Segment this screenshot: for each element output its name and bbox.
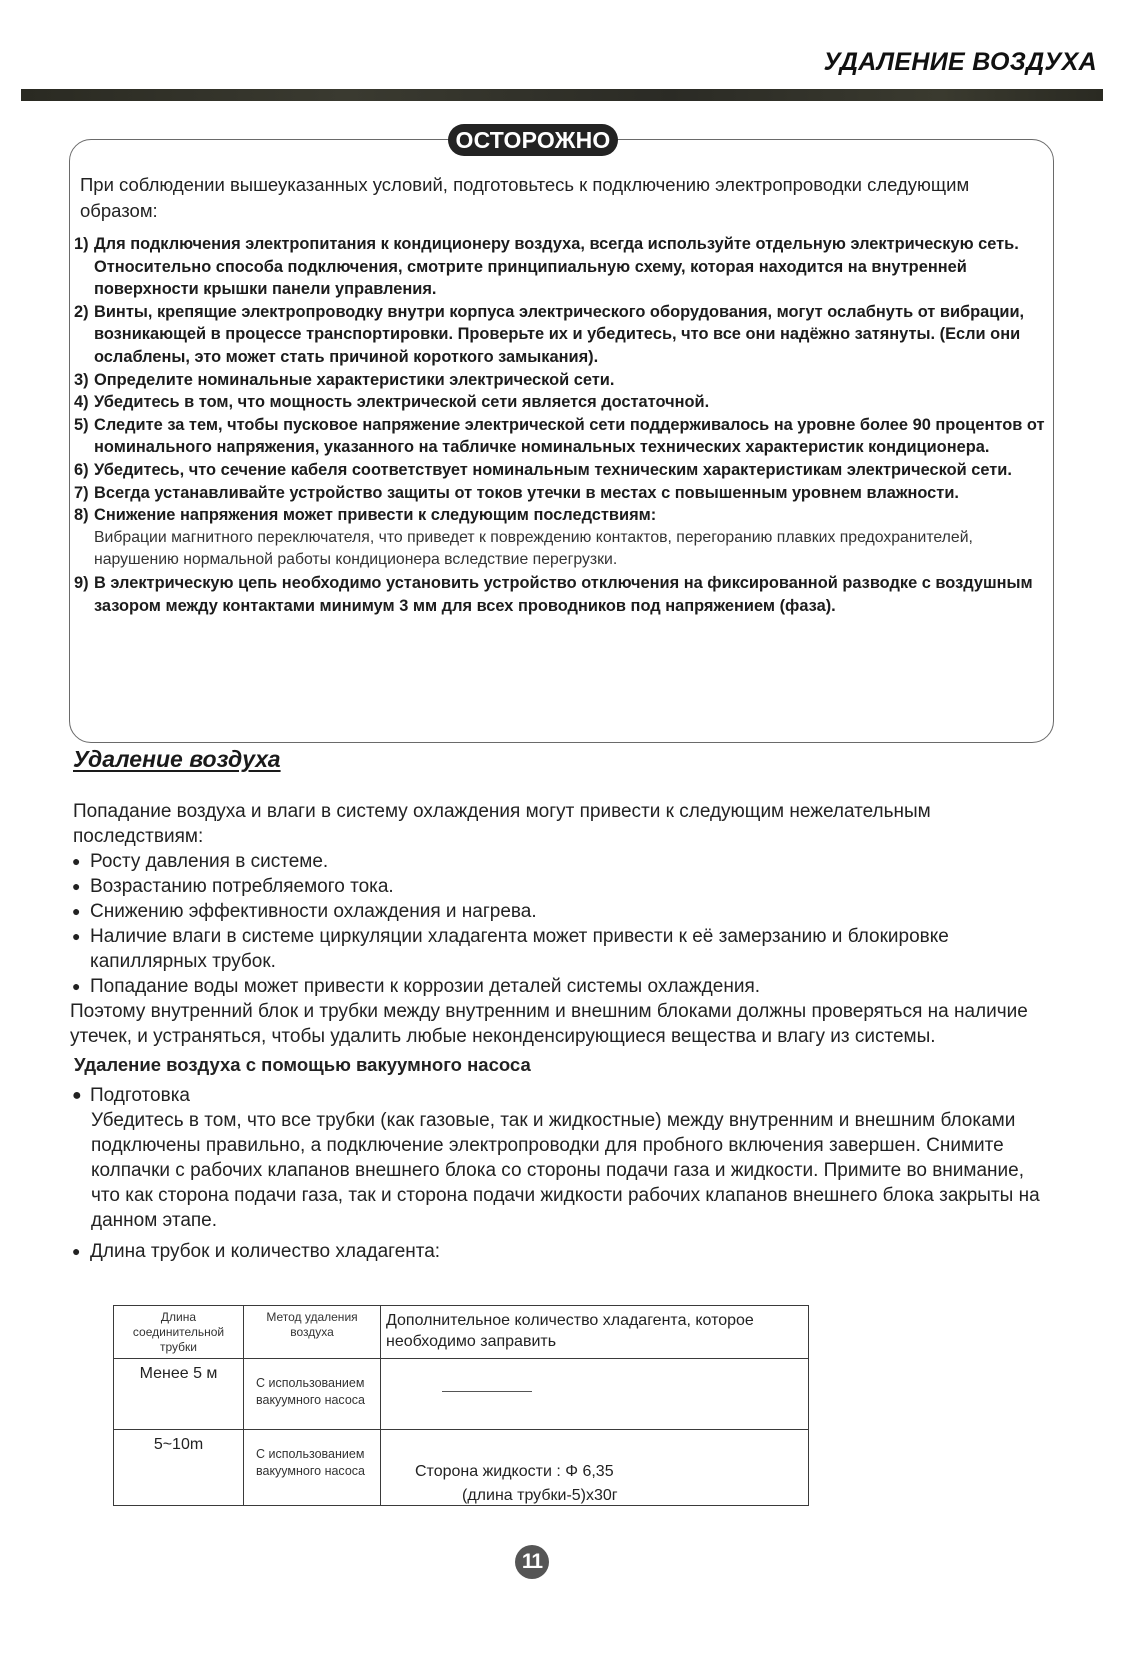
bullet-text: Возрастанию потребляемого тока. (90, 876, 394, 897)
cell-amount (381, 1359, 809, 1430)
bullet-icon: ● (72, 878, 81, 894)
empty-dash (442, 1391, 532, 1392)
item-number: 4) (74, 393, 89, 412)
item-text: Винты, крепящие электропроводку внутри корпуса электрического оборудования, могут ослабнуть от вибрации, возникающей в процессе транспортировки. Проверьте их и убедитесь, что все они надёжно затянуты. (Если они ослаблены, это может стать причиной короткого замыкания). (94, 302, 1025, 366)
caution-item (74, 301, 1049, 369)
bullet-text: Наличие влаги в системе циркуляции хладагента может привести к её замерзанию и блокировке капиллярных трубок. (90, 926, 949, 972)
item-text: В электрическую цепь необходимо установить устройство отключения на фиксированной разводке с воздушным зазором между контактами минимум 3 мм для всех проводников под напряжением (фаза). (94, 573, 1033, 615)
consequence-bullet (70, 874, 1045, 899)
bullet-icon: ● (72, 853, 81, 869)
bullet-text: Росту давления в системе. (90, 851, 329, 872)
preparation-bullet (70, 1083, 1045, 1108)
cell-method: С использованием вакуумного насоса (244, 1430, 381, 1506)
caution-item (74, 572, 1049, 617)
table-row (114, 1430, 809, 1506)
cell-length: 5~10m (114, 1430, 244, 1506)
item-text: Убедитесь в том, что мощность электрической сети является достаточной. (94, 393, 710, 412)
consequence-bullet (70, 974, 1045, 999)
item-text: Определите номинальные характеристики электрической сети. (94, 370, 615, 389)
bullet-icon: ● (72, 1243, 81, 1259)
table-row (114, 1359, 809, 1430)
header-divider-bar (21, 89, 1103, 101)
item-subtext: Вибрации магнитного переключателя, что приведет к повреждению контактов, перегоранию плавких предохранителей, нарушению нормальной работы кондиционера вследствие перегрузки. (94, 528, 973, 569)
caution-item (74, 482, 1049, 505)
consequence-bullet (70, 849, 1045, 874)
liquid-side-amount (415, 1460, 618, 1508)
header-cell-amount: Дополнительное количество хладагента, которое необходимо заправить (381, 1306, 809, 1359)
caution-items-list (74, 233, 1049, 617)
item-text: Снижение напряжения может привести к следующим последствиям: (94, 506, 657, 525)
item-text: Для подключения электропитания к кондиционеру воздуха, всегда используйте отдельную электрическую сеть. Относительно способа подключения, смотрите принципиальную схему, которая находится на внутренней поверхности крышки панели управления. (94, 235, 1019, 299)
consequence-bullet (70, 899, 1045, 924)
section-intro: Попадание воздуха и влаги в систему охлаждения могут привести к следующим нежелательным последствиям: (73, 801, 931, 847)
bullet-icon: ● (72, 928, 81, 944)
page-header-title: УДАЛЕНИЕ ВОЗДУХА (823, 48, 1097, 76)
section-body (70, 799, 1045, 1264)
amount-line-1: Сторона жидкости : Φ 6,35 (415, 1463, 614, 1480)
caution-item (74, 459, 1049, 482)
preparation-text: Убедитесь в том, что все трубки (как газовые, так и жидкостные) между внутренним и внешним блоками подключены правильно, а подключение электропроводки для пробного включения завершен. Снимите колпачки с рабочих клапанов внешнего блока со стороны подачи газа и жидкости. Примите во внимание, что как сторона подачи газа, так и сторона подачи жидкости рабочих клапанов внешнего блока закрыты на данном этапе. (91, 1110, 1040, 1231)
item-text: Всегда устанавливайте устройство защиты от токов утечки в местах с повышенным уровнем влажности. (94, 483, 959, 502)
caution-item (74, 369, 1049, 392)
length-title: Длина трубок и количество хладагента: (90, 1241, 441, 1262)
item-number: 1) (74, 235, 89, 253)
caution-item (74, 504, 1049, 572)
caution-item (74, 391, 1049, 414)
item-text: Следите за тем, чтобы пусковое напряжение электрической сети поддерживалось на уровне более 90 процентов от номинального напряжения, указанного на табличке номинальных технических характеристик кондиционера. (94, 415, 1045, 457)
cell-length: Менее 5 м (114, 1359, 244, 1430)
cell-method: С использованием вакуумного насоса (244, 1359, 381, 1430)
bullet-text: Попадание воды может привести к коррозии деталей системы охлаждения. (90, 976, 761, 997)
header-cell-method: Метод удаления воздуха (244, 1306, 381, 1359)
consequence-bullet (70, 924, 1045, 974)
item-number: 7) (74, 483, 89, 502)
item-number: 9) (74, 573, 89, 592)
caution-item (74, 414, 1049, 459)
amount-line-2: (длина трубки-5)x30г (462, 1487, 618, 1504)
table-header-row (114, 1306, 809, 1359)
caution-intro: При соблюдении вышеуказанных условий, подготовьтесь к подключению электропроводки следующим образом: (80, 174, 970, 221)
bullet-icon: ● (72, 903, 81, 919)
section-heading: Удаление воздуха (73, 746, 281, 772)
item-body (94, 504, 1049, 572)
vacuum-subheading: Удаление воздуха с помощью вакуумного насоса (74, 1054, 531, 1075)
item-text: Убедитесь, что сечение кабеля соответствует номинальным техническим характеристикам электрической сети. (94, 460, 1012, 479)
header-cell-length: Длина соединительной трубки (114, 1306, 244, 1359)
cell-amount (381, 1430, 809, 1506)
section-conclusion: Поэтому внутренний блок и трубки между внутренним и внешним блоками должны проверяться на наличие утечек, и устраняться, чтобы удалить любые неконденсирующиеся вещества и влагу из системы. (70, 1001, 1028, 1047)
item-number: 6) (74, 460, 89, 479)
item-number: 2) (74, 302, 89, 321)
page-number: 11 (515, 1545, 549, 1579)
caution-badge: ОСТОРОЖНО (448, 124, 618, 156)
item-number: 5) (74, 415, 89, 434)
bullet-icon: ● (72, 978, 81, 994)
item-number: 3) (74, 370, 89, 389)
refrigerant-table (113, 1305, 809, 1506)
caution-item (74, 233, 1049, 301)
bullet-icon: ● (72, 1087, 82, 1104)
item-number: 8) (74, 506, 89, 525)
length-bullet (70, 1239, 1045, 1264)
bullet-text: Снижению эффективности охлаждения и нагрева. (90, 901, 537, 922)
preparation-title: Подготовка (90, 1085, 191, 1106)
